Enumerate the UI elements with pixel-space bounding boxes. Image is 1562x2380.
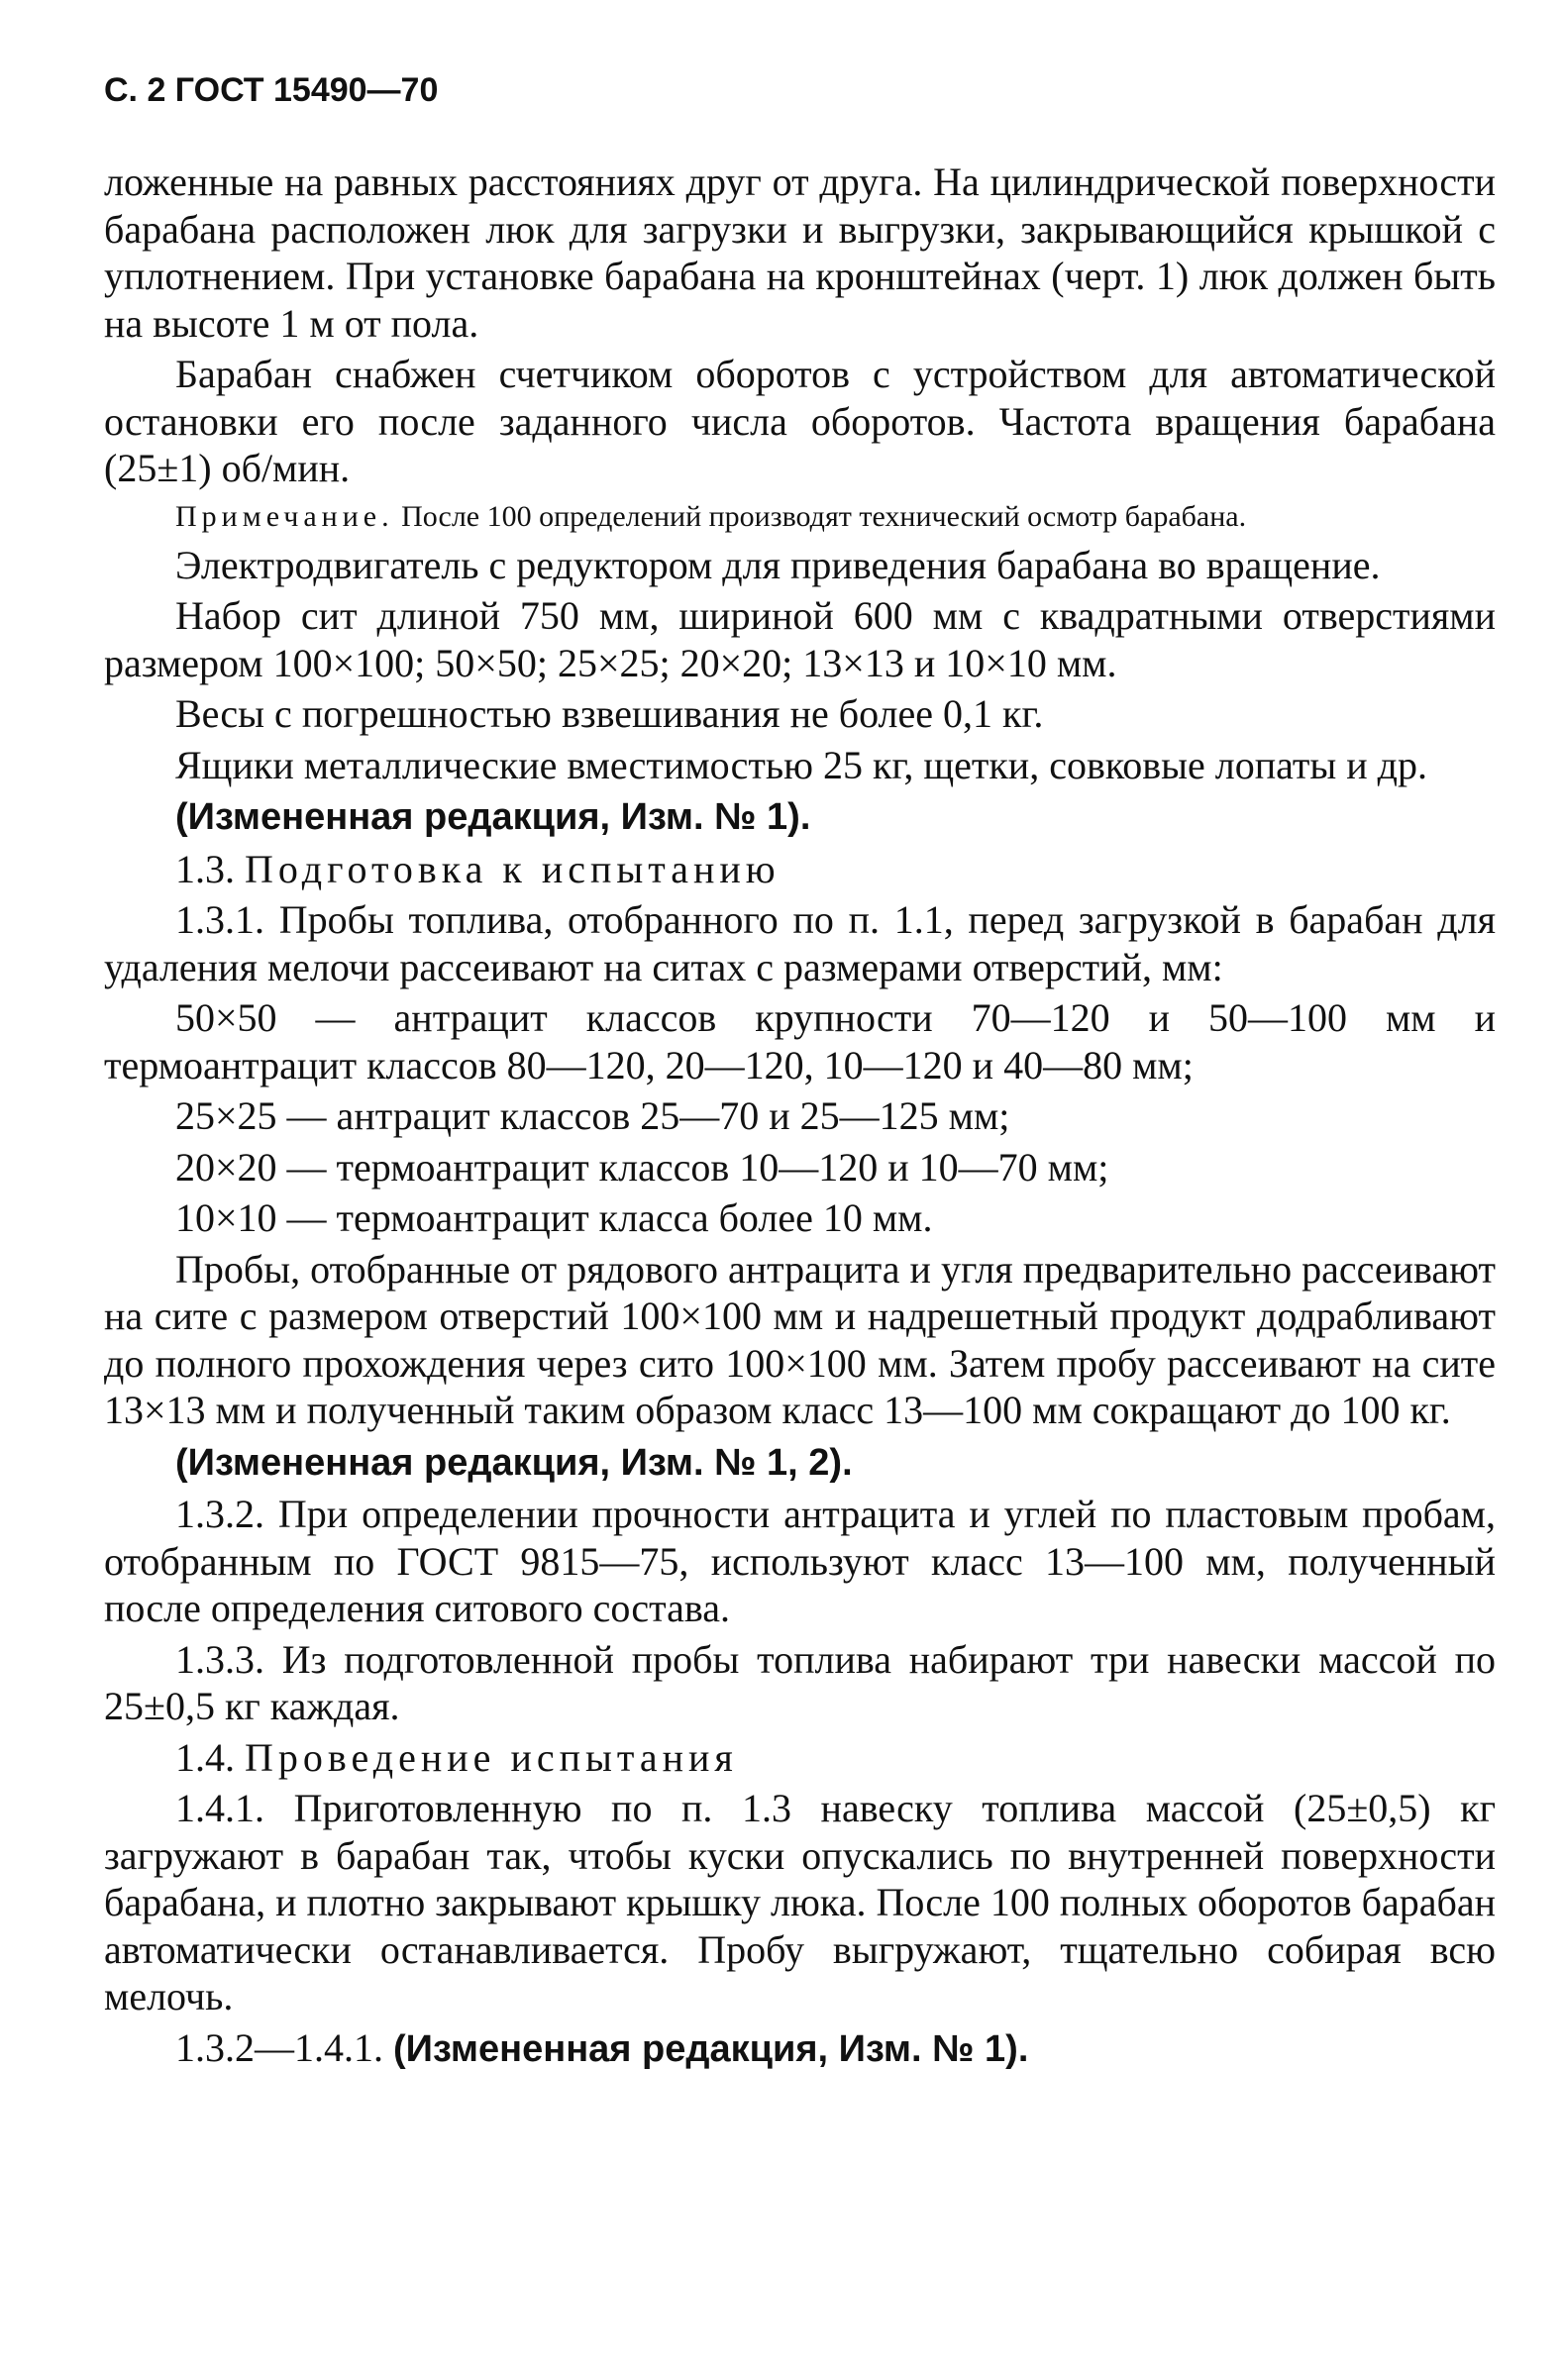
list-item-50x50: 50×50 — антрацит классов крупности 70—120 и 50—100 мм и термоантрацит классов 80—120, 20—120, 10—120 и 40—80 мм; — [104, 995, 1496, 1087]
paragraph-samples: Пробы, отобранные от рядового антрацита и угля предварительно рассеивают на сите с размером отверстий 100×100 мм и надрешетный продукт додрабливают до полного прохождения через сито 100×100 мм. Затем пробу рассеивают на сите 13×13 мм и полученный таким образом класс 13—100 мм сокращают до 100 кг. — [104, 1246, 1496, 1432]
section-title: Проведение испытания — [245, 1734, 738, 1780]
section-title: Подготовка к испытанию — [245, 846, 781, 891]
revision-text: (Измененная редакция, Изм. № 1, 2). — [175, 1441, 853, 1484]
paragraph-1-3-1: 1.3.1. Пробы топлива, отобранного по п. 1.1, перед загрузкой в барабан для удаления мелочи рассеивают на ситах с размерами отверстий, мм: — [104, 897, 1496, 989]
paragraph-continuation: ложенные на равных расстояниях друг от друга. На цилиндрической поверхности барабана расположен люк для загрузки и выгрузки, закрывающийся крышкой с уплотнением. При установке барабана на кронштейнах (черт. 1) люк должен быть на высоте 1 м от пола. — [104, 159, 1496, 346]
document-body — [104, 158, 1496, 2077]
section-heading-1-4 — [104, 1734, 1496, 1782]
note-text: После 100 определений производят технический осмотр барабана. — [393, 499, 1247, 533]
list-item-25x25: 25×25 — антрацит классов 25—70 и 25—125 мм; — [175, 1093, 1010, 1138]
section-number: 1.4. — [175, 1734, 235, 1780]
section-heading-1-3 — [104, 846, 1496, 893]
page-header: С. 2 ГОСТ 15490—70 — [104, 71, 439, 109]
revision-note-1 — [104, 792, 1496, 842]
paragraph-scales: Весы с погрешностью взвешивания не более 0,1 кг. — [175, 691, 1044, 736]
revision-text: (Измененная редакция, Изм. № 1). — [393, 2027, 1029, 2070]
revision-note-3 — [104, 2024, 1496, 2074]
note-label: Примечание. — [175, 499, 394, 533]
paragraph-1-3-3: 1.3.3. Из подготовленной пробы топлива набирают три навески массой по 25±0,5 кг каждая. — [104, 1636, 1496, 1728]
revision-note-2 — [104, 1438, 1496, 1488]
paragraph-motor: Электродвигатель с редуктором для приведения барабана во вращение. — [175, 542, 1381, 587]
list-item-10x10: 10×10 — термоантрацит класса более 10 мм. — [175, 1195, 933, 1240]
section-number: 1.3. — [175, 846, 235, 891]
paragraph-1-4-1: 1.4.1. Приготовленную по п. 1.3 навеску топлива массой (25±0,5) кг загружают в барабан так, чтобы куски опускались по внутренней поверхности барабана, и плотно закрывают крышку люка. После 100 полных оборотов барабан автоматически останавливается. Пробу выгружают, тщательно собирая всю мелочь. — [104, 1786, 1496, 2018]
revision-text: (Измененная редакция, Изм. № 1). — [175, 796, 811, 838]
paragraph-boxes: Ящики металлические вместимостью 25 кг, щетки, совковые лопаты и др. — [175, 742, 1427, 787]
paragraph-counter: Барабан снабжен счетчиком оборотов с устройством для автоматической остановки его после заданного числа оборотов. Частота вращения барабана (25±1) об/мин. — [104, 352, 1496, 490]
paragraph-1-3-2: 1.3.2. При определении прочности антрацита и углей по пластовым пробам, отобранным по ГОСТ 9815—75, используют класс 13—100 мм, полученный после определения ситового состава. — [104, 1492, 1496, 1630]
list-item-20x20: 20×20 — термоантрацит классов 10—120 и 10—70 мм; — [175, 1144, 1109, 1190]
paragraph-sieves: Набор сит длиной 750 мм, шириной 600 мм с квадратными отверстиями размером 100×100; 50×50; 25×25; 20×20; 13×13 и 10×10 мм. — [104, 593, 1496, 685]
note — [104, 498, 1496, 536]
revision-range: 1.3.2—1.4.1. — [175, 2024, 393, 2070]
